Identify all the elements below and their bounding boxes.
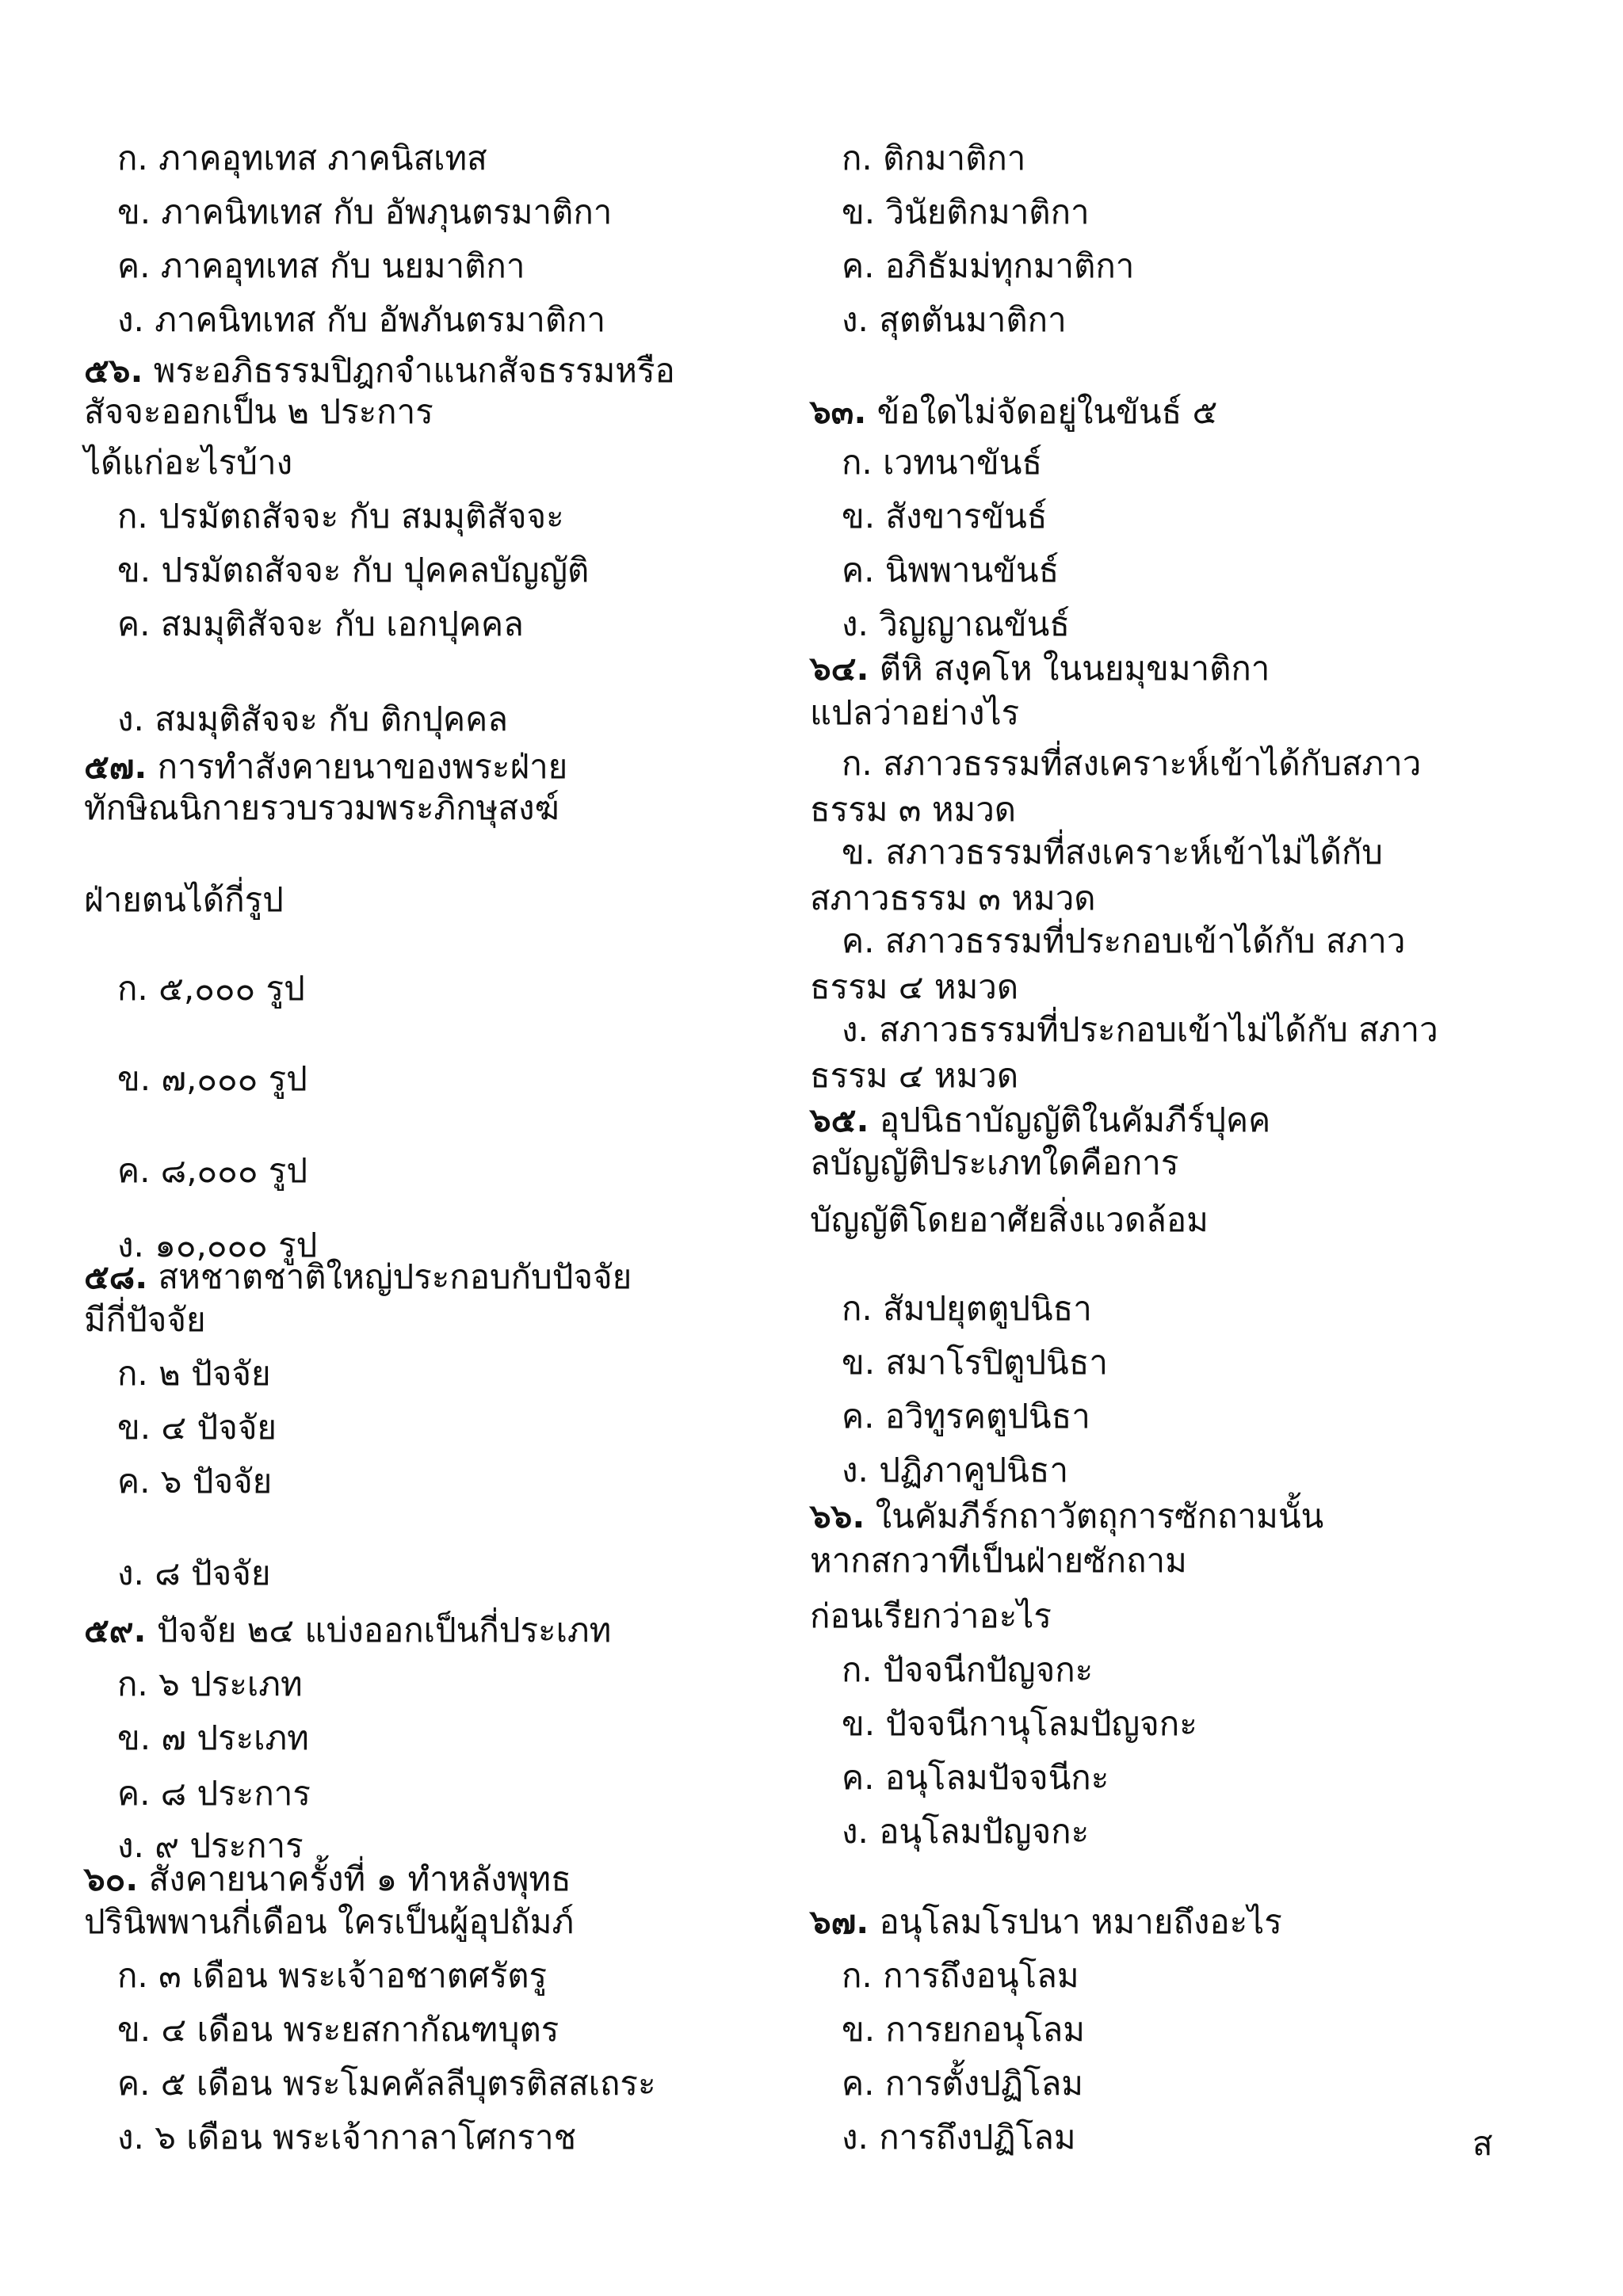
answer-option: ข. วินัยติกมาติกา: [842, 193, 1090, 231]
question-continuation: ทักษิณนิกายรวบรวมพระภิกษุสงฆ์: [84, 788, 559, 827]
answer-option: ค. สภาวธรรมที่ประกอบเข้าได้กับ สภาว: [842, 921, 1406, 960]
answer-option: ข. ปรมัตถสัจจะ กับ ปุคคลบัญญัติ: [117, 551, 590, 589]
question-text: ในคัมภีร์กถาวัตถุการซักถามนั้น: [865, 1497, 1324, 1535]
answer-option: ข. ๗ ประเภท: [117, 1718, 309, 1757]
answer-option: ก. การถึงอนุโลม: [842, 1956, 1079, 1995]
question-continuation: มีกี่ปัจจัย: [84, 1300, 206, 1339]
question-line: [810, 1494, 1323, 1539]
question-number: ๖๐.: [84, 1859, 139, 1898]
question-continuation: ธรรม ๔ หมวด: [810, 967, 1019, 1006]
answer-option: ข. ๗,๐๐๐ รูป: [117, 1059, 307, 1098]
answer-option: ข. สภาวธรรมที่สงเคราะห์เข้าไม่ได้กับ: [842, 833, 1383, 871]
answer-option: ก. ปัจจนีกปัญจกะ: [842, 1650, 1094, 1689]
answer-option: ง. สมมุติสัจจะ กับ ติกปุคคล: [117, 700, 508, 738]
answer-option: ค. ๘,๐๐๐ รูป: [117, 1151, 308, 1190]
answer-option: ง. ๘ ปัจจัย: [117, 1554, 271, 1592]
answer-option: ค. การตั้งปฏิโลม: [842, 2064, 1083, 2103]
question-text: อุปนิธาบัญญัติในคัมภีร์ปุคค: [869, 1100, 1271, 1139]
question-text: ตีหิ สงฺคโห ในนยมุขมาติกา: [869, 649, 1270, 688]
question-continuation: ธรรม ๓ หมวด: [810, 790, 1017, 829]
answer-option: ค. อนุโลมปัจจนีกะ: [842, 1758, 1109, 1797]
answer-option: ค. อวิทูรคตูปนิธา: [842, 1397, 1090, 1436]
answer-option: ข. การยกอนุโลม: [842, 2010, 1085, 2049]
answer-option: ก. ปรมัตถสัจจะ กับ สมมุติสัจจะ: [117, 497, 564, 536]
question-continuation: หากสกวาทีเป็นฝ่ายซักถาม: [810, 1541, 1187, 1580]
answer-option: ง. วิญญาณขันธ์: [842, 605, 1070, 643]
question-continuation: ฝ่ายตนได้กี่รูป: [84, 880, 284, 919]
question-number: ๕๗.: [84, 747, 147, 786]
question-line: [810, 390, 1217, 434]
answer-option: ข. ๔ ปัจจัย: [117, 1408, 277, 1447]
question-line: [810, 1900, 1282, 1944]
question-text: อนุโลมโรปนา หมายถึงอะไร: [869, 1902, 1282, 1941]
answer-option: ง. ๖ เดือน พระเจ้ากาลาโศกราช: [117, 2118, 577, 2157]
answer-option: ก. ติกมาติกา: [842, 139, 1026, 177]
question-number: ๕๘.: [84, 1257, 148, 1296]
question-number: ๕๙.: [84, 1611, 147, 1650]
answer-option: ค. ภาคอุทเทส กับ นยมาติกา: [117, 246, 525, 285]
answer-option: ง. ภาคนิทเทส กับ อัพภันตรมาติกา: [117, 300, 606, 339]
question-text: ปัจจัย ๒๔ แบ่งออกเป็นกี่ประเภท: [146, 1611, 612, 1650]
answer-option: ง. อนุโลมปัญจกะ: [842, 1812, 1090, 1851]
answer-option: ก. ๖ ประเภท: [117, 1665, 303, 1703]
answer-option: ค. ๘ ประการ: [117, 1774, 311, 1813]
answer-option: ค. นิพพานขันธ์: [842, 551, 1060, 589]
question-continuation: ลบัญญัติประเภทใดคือการ: [810, 1143, 1179, 1182]
answer-option: ค. สมมุติสัจจะ กับ เอกปุคคล: [117, 605, 524, 643]
answer-option: ก. ๒ ปัจจัย: [117, 1354, 271, 1393]
question-text: สหชาตชาติใหญ่ประกอบกับปัจจัย: [147, 1257, 632, 1296]
question-text: สังคายนาครั้งที่ ๑ ทำหลังพุทธ: [138, 1859, 571, 1898]
question-continuation: ก่อนเรียกว่าอะไร: [810, 1596, 1052, 1635]
question-continuation: ปรินิพพานกี่เดือน ใครเป็นผู้อุปถัมภ์: [84, 1902, 575, 1941]
question-number: ๖๕.: [810, 1100, 869, 1139]
answer-option: ง. การถึงปฏิโลม: [842, 2118, 1076, 2157]
question-text: การทำสังคายนาของพระฝ่าย: [147, 747, 568, 786]
question-text: ข้อใดไม่จัดอยู่ในขันธ์ ๕: [866, 392, 1218, 431]
answer-option: ข. สมาโรปิตูปนิธา: [842, 1343, 1108, 1382]
answer-option: ก. ภาคอุทเทส ภาคนิสเทส: [117, 139, 487, 177]
answer-option: ข. ภาคนิทเทส กับ อัพภุนตรมาติกา: [117, 193, 613, 231]
question-continuation: สภาวธรรม ๓ หมวด: [810, 879, 1096, 917]
question-number: ๖๔.: [810, 649, 869, 688]
question-number: ๖๓.: [810, 392, 867, 431]
question-number: ๖๖.: [810, 1497, 865, 1535]
answer-option: ง. สภาวธรรมที่ประกอบเข้าไม่ได้กับ สภาว: [842, 1010, 1438, 1049]
question-line: [810, 646, 1270, 691]
question-continuation: สัจจะออกเป็น ๒ ประการ: [84, 392, 433, 431]
answer-option: ง. สุตตันมาติกา: [842, 300, 1067, 339]
question-continuation: ได้แก่อะไรบ้าง: [84, 443, 293, 482]
question-continuation: ธรรม ๔ หมวด: [810, 1056, 1019, 1095]
question-text: พระอภิธรรมปิฎกจำแนกสัจธรรมหรือ: [143, 351, 675, 390]
question-continuation: บัญญัติโดยอาศัยสิ่งแวดล้อม: [810, 1200, 1209, 1239]
question-continuation: แปลว่าอย่างไร: [810, 693, 1020, 732]
question-line: [810, 1098, 1270, 1142]
answer-option: ก. สัมปยุตตูปนิธา: [842, 1289, 1092, 1328]
answer-option: ค. อภิธัมม่ทุกมาติกา: [842, 246, 1135, 285]
answer-option: ข. ๔ เดือน พระยสกากัณฑบุตร: [117, 2010, 559, 2049]
answer-option: ก. ๕,๐๐๐ รูป: [117, 969, 305, 1008]
answer-option: ง. ๙ ประการ: [117, 1826, 304, 1865]
answer-option: ก. สภาวธรรมที่สงเคราะห์เข้าได้กับสภาว: [842, 744, 1422, 783]
answer-option: ข. สังขารขันธ์: [842, 497, 1048, 536]
question-number: ๖๗.: [810, 1902, 869, 1941]
answer-option: ง. ปฏิภาคูปนิธา: [842, 1451, 1069, 1489]
answer-option: ง. ๑๐,๐๐๐ รูป: [117, 1226, 318, 1264]
answer-option: ก. ๓ เดือน พระเจ้าอชาตศรัตรู: [117, 1956, 548, 1995]
answer-option: ข. ปัจจนีกานุโลมปัญจกะ: [842, 1704, 1197, 1743]
answer-option: ค. ๖ ปัจจัย: [117, 1462, 273, 1501]
answer-option: ก. เวทนาขันธ์: [842, 443, 1043, 482]
answer-option: ค. ๕ เดือน พระโมคคัลลีบุตรติสสเถระ: [117, 2064, 656, 2103]
page-mark: ส: [1472, 2124, 1493, 2163]
question-number: ๕๖.: [84, 351, 143, 390]
